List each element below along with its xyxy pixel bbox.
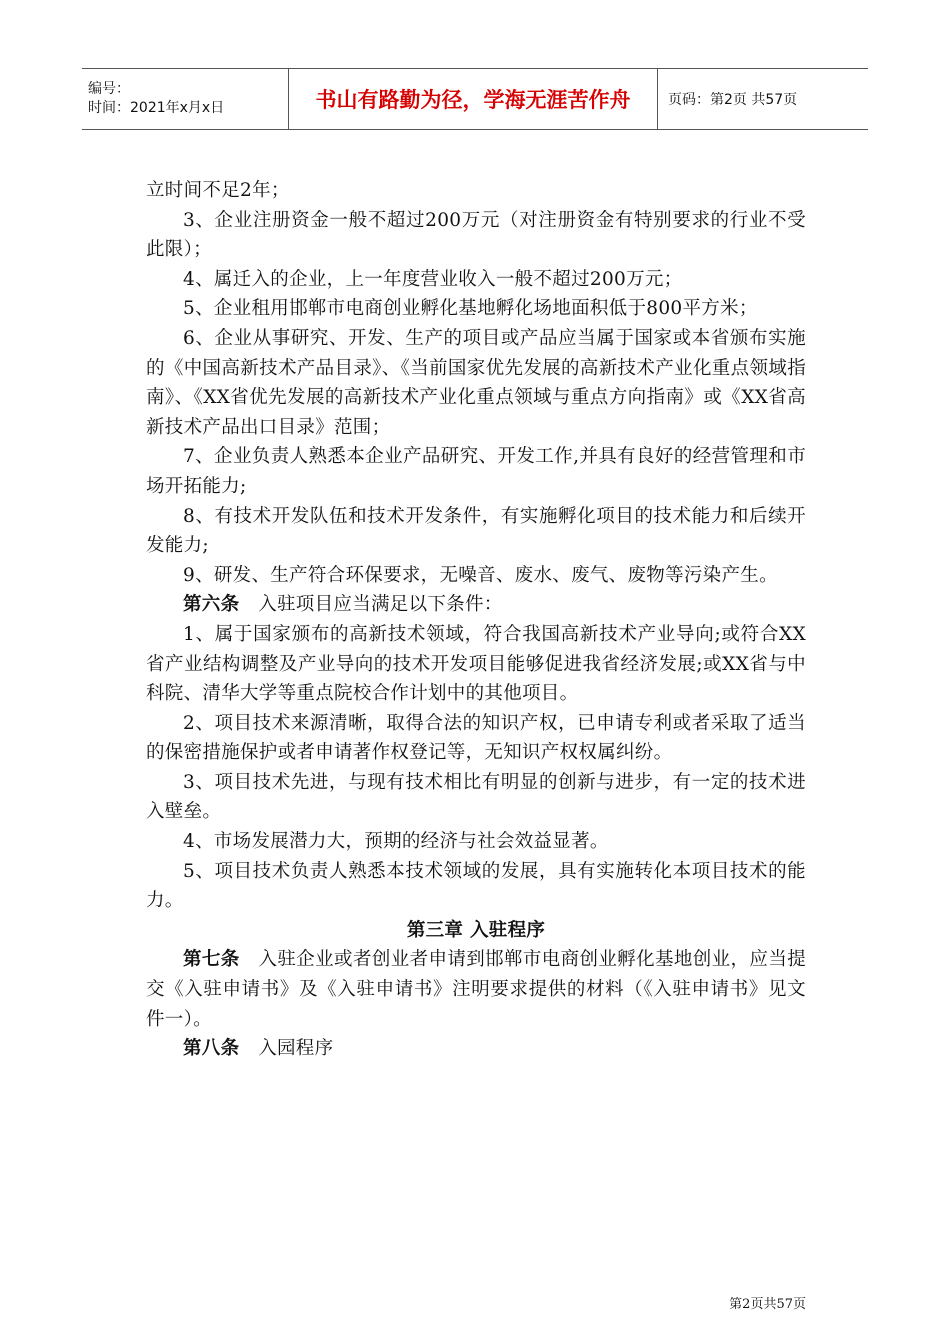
document-body [146,176,806,1064]
paragraph: 3、项目技术先进，与现有技术相比有明显的创新与进步，有一定的技术进入壁垒。 [146,771,806,823]
document-time: 时间：2021年x月x日 [88,100,225,116]
page-footer: 第2页共57页 [729,1297,806,1312]
paragraph: 9、研发、生产符合环保要求，无噪音、废水、废气、废物等污染产生。 [183,564,778,586]
header-meta [82,69,289,129]
article-6 [146,590,806,620]
paragraph: 5、项目技术负责人熟悉本技术领域的发展，具有实施转化本项目技术的能力。 [146,860,806,912]
paragraph: 7、企业负责人熟悉本企业产品研究、开发工作,并具有良好的经营管理和市场开拓能力; [146,446,806,497]
article-6-text: 入驻项目应当满足以下条件： [239,594,503,616]
paragraph: 5、企业租用邯郸市电商创业孵化基地孵化场地面积低于800平方米； [183,298,758,320]
article-8 [146,1034,806,1064]
header-motto: 书山有路勤为径，学海无涯苦作舟 [289,69,658,129]
document-number-label: 编号： [88,81,130,97]
article-7-text: 入驻企业或者创业者申请到邯郸市电商创业孵化基地创业，应当提交《入驻申请书》及《入驻申请书》注明要求提供的材料（《入驻申请书》见文件一）。 [146,949,806,1030]
paragraph: 1、属于国家颁布的高新技术领域，符合我国高新技术产业导向;或符合XX省产业结构调整及产业导向的技术开发项目能够促进我省经济发展;或XX省与中科院、清华大学等重点院校合作计划中的其他项目。 [146,623,806,705]
paragraph: 4、市场发展潜力大，预期的经济与社会效益显著。 [183,831,609,853]
article-7 [146,945,806,1034]
paragraph: 8、有技术开发队伍和技术开发条件，有实施孵化项目的技术能力和后续开发能力; [146,505,806,557]
paragraph: 4、属迁入的企业，上一年度营业收入一般不超过200万元； [183,268,683,290]
article-6-title: 第六条 [183,594,240,616]
article-8-text: 入园程序 [239,1038,334,1060]
article-8-title: 第八条 [183,1038,240,1060]
page-header [82,68,868,130]
paragraph: 立时间不足2年； [146,180,290,201]
paragraph: 6、企业从事研究、开发、生产的项目或产品应当属于国家或本省颁布实施的《中国高新技术产品目录》、《当前国家优先发展的高新技术产业化重点领域指南》、《XX省优先发展的高新技术产业化重点领域与重点方向指南》或《XX省高新技术产品出口目录》范围； [146,327,806,438]
paragraph: 2、项目技术来源清晰，取得合法的知识产权，已申请专利或者采取了适当的保密措施保护或者申请著作权登记等，无知识产权权属纠纷。 [146,712,806,764]
header-page-number: 页码：第2页 共57页 [668,92,798,108]
article-7-title: 第七条 [183,949,240,971]
paragraph: 3、企业注册资金一般不超过200万元（对注册资金有特别要求的行业不受此限）； [146,209,806,261]
chapter-heading: 第三章 入驻程序 [406,919,546,941]
